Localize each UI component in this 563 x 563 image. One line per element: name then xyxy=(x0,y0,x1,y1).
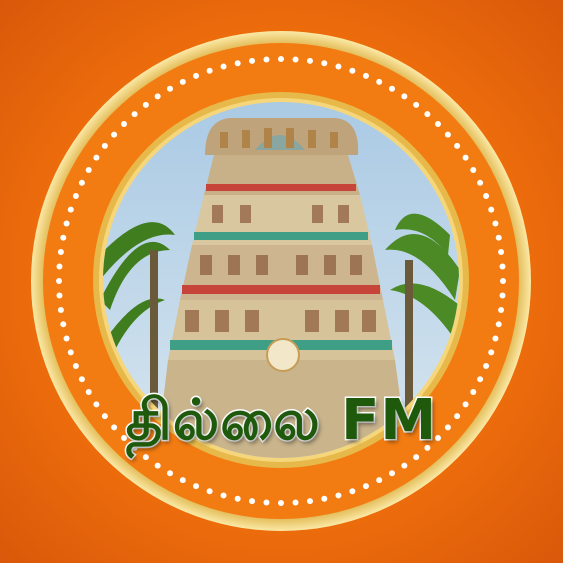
ring-dot xyxy=(167,470,173,476)
ring-dot xyxy=(307,58,313,64)
ring-dot xyxy=(376,79,382,85)
ring-dot xyxy=(492,221,498,227)
ring-dot xyxy=(73,363,79,369)
ring-dot xyxy=(102,143,108,149)
ring-dot xyxy=(249,58,255,64)
ring-dot xyxy=(263,56,269,62)
ring-dot xyxy=(483,193,489,199)
ring-dot xyxy=(488,349,494,355)
ring-dot xyxy=(435,121,441,127)
ring-dot xyxy=(500,278,506,284)
ring-dot xyxy=(60,235,66,241)
ring-dot xyxy=(58,249,64,255)
ring-dot xyxy=(496,235,502,241)
ring-dot xyxy=(263,500,269,506)
ring-dot xyxy=(321,60,327,66)
ring-dot xyxy=(60,321,66,327)
ring-dot xyxy=(498,307,504,313)
ring-dot xyxy=(79,376,85,382)
ring-dot xyxy=(68,349,74,355)
ring-dot xyxy=(167,86,173,92)
ring-dot xyxy=(492,335,498,341)
ring-dot xyxy=(193,73,199,79)
ring-dot xyxy=(143,102,149,108)
ring-dot xyxy=(498,249,504,255)
ring-dot xyxy=(221,64,227,70)
ring-dot xyxy=(477,180,483,186)
ring-dot xyxy=(470,167,476,173)
ring-dot xyxy=(389,470,395,476)
ring-dot xyxy=(93,155,99,161)
ring-dot xyxy=(73,193,79,199)
ring-dot xyxy=(363,483,369,489)
ring-dot xyxy=(496,321,502,327)
ring-dot xyxy=(111,132,117,138)
ring-dot xyxy=(180,79,186,85)
ring-dot xyxy=(235,60,241,66)
ring-dot xyxy=(68,207,74,213)
ring-dot xyxy=(307,498,313,504)
ring-dot xyxy=(56,263,62,269)
ring-dot xyxy=(155,463,161,469)
ring-dot xyxy=(56,278,62,284)
ring-dot xyxy=(454,143,460,149)
ring-dot xyxy=(477,376,483,382)
ring-dot xyxy=(278,500,284,506)
ring-dot xyxy=(488,207,494,213)
ring-dot xyxy=(293,56,299,62)
ring-dot xyxy=(86,167,92,173)
ring-dot xyxy=(376,477,382,483)
ring-dot xyxy=(207,488,213,494)
ring-dot xyxy=(401,463,407,469)
ring-dot xyxy=(180,477,186,483)
ring-dot xyxy=(424,111,430,117)
ring-dot xyxy=(363,73,369,79)
ring-dot xyxy=(56,293,62,299)
ring-dot xyxy=(221,492,227,498)
ring-dot xyxy=(500,263,506,269)
ring-dot xyxy=(58,307,64,313)
ring-dot xyxy=(349,488,355,494)
ring-dot xyxy=(401,93,407,99)
ring-dot xyxy=(121,121,127,127)
ring-dot xyxy=(413,102,419,108)
ring-dot xyxy=(321,496,327,502)
ring-dot xyxy=(349,68,355,74)
ring-dot xyxy=(500,293,506,299)
ring-dot xyxy=(79,180,85,186)
ring-dot xyxy=(249,498,255,504)
ring-dot xyxy=(278,56,284,62)
ring-dot xyxy=(463,155,469,161)
ring-dot xyxy=(483,363,489,369)
ring-dot xyxy=(445,132,451,138)
ring-dot xyxy=(335,492,341,498)
ring-dot xyxy=(207,68,213,74)
ring-dot xyxy=(193,483,199,489)
ring-dot xyxy=(335,64,341,70)
ring-dot xyxy=(389,86,395,92)
ring-dot xyxy=(132,111,138,117)
ring-dot xyxy=(64,221,70,227)
ring-dot xyxy=(235,496,241,502)
ring-dot xyxy=(155,93,161,99)
ring-dot xyxy=(293,500,299,506)
ring-dot xyxy=(64,335,70,341)
brand-title: தில்லை FM xyxy=(125,388,438,453)
